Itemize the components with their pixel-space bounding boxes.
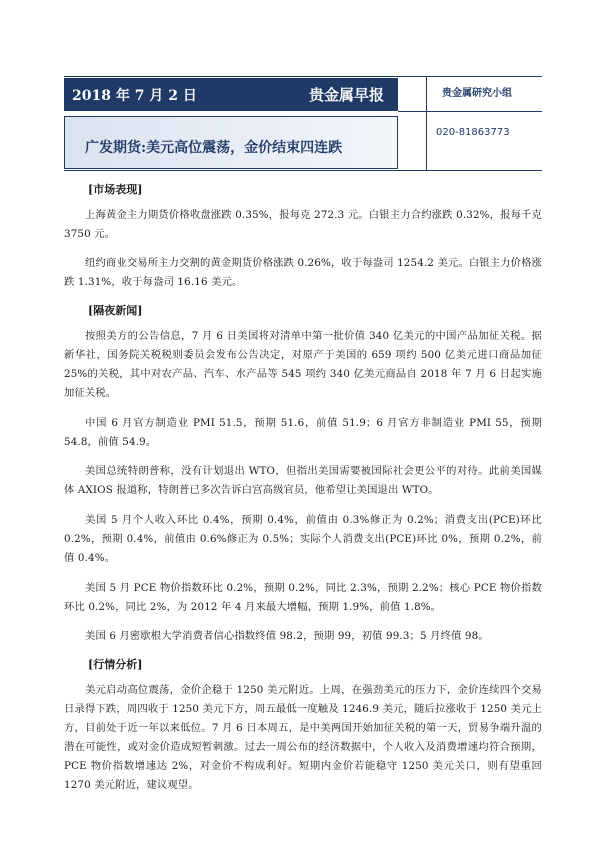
header-mid-rule: [398, 111, 542, 112]
contact-phone: 020-81863773: [436, 127, 510, 138]
paragraph: 按照美方的公告信息，7 月 6 日美国将对清单中第一批价值 340 亿美元的中国产品加征关税。据新华社，国务院关税税则委员会发布公告决定，对原产于美国的 659 项约 500 亿美元进口商品加征 25%的关税，其中对农产品、汽车、水产品等 545 项约 340 亿美元商品自 2018 年 7 月 6 日起实施加征关税。: [64, 330, 542, 399]
paragraph: 美国 5 月 PCE 物价指数环比 0.2%，预期 0.2%，同比 2.3%，预期 2.2%；核心 PCE 物价指数环比 0.2%，同比 2%，为 2012 年 4 月来最大增幅，预期 1.9%，前值 1.8%。: [64, 582, 542, 613]
paragraph: 纽约商业交易所主力交割的黄金期货价格涨跌 0.26%，收于每盎司 1254.2 美元。白银主力价格涨跌 1.31%，收于每盎司 16.16 美元。: [64, 257, 542, 288]
paragraph: 美元启动高位震荡，金价企稳于 1250 美元附近。上周，在强劲美元的压力下，金价连续四个交易日录得下跌，周四收于 1250 美元下方，周五最低一度触及 1246.9 美元，随后拉涨收于 1250 美元上方，目前处于近一年以来低位。7 月 6 日本周五，是中美两国开始加征关税的第一天，贸易争端升温的潜在可能性，或对金价造成短暂刺激。过去一周公布的经济数据中，个人收入及消费增速均符合预期，PCE 物价指数增速达 2%，对金价不构成利好。短期内金价若能稳守 1250 美元关口，则有望重回 1270 美元附近，建议观望。: [64, 684, 542, 791]
header-banner: [64, 78, 398, 111]
paragraph: 上海黄金主力期货价格收盘涨跌 0.35%，报每克 272.3 元。白银主力合约涨跌 0.32%，报每千克 3750 元。: [64, 209, 542, 240]
title-box: [64, 116, 398, 169]
header-bottom-rule: [64, 170, 542, 171]
section-heading-analysis: [行情分析]: [88, 658, 143, 671]
paragraph: 美国 6 月密歇根大学消费者信心指数终值 98.2，预期 99，初值 99.3；5 月终值 98。: [85, 630, 489, 642]
report-name: 贵金属早报: [308, 86, 384, 104]
paragraph: 中国 6 月官方制造业 PMI 51.5，预期 51.6，前值 51.9；6 月官方非制造业 PMI 55，预期 54.8，前值 54.9。: [64, 417, 542, 448]
page-title: 广发期货:美元高位震荡，金价结束四连跌: [85, 140, 343, 156]
paragraph: 美国 5 月个人收入环比 0.4%，预期 0.4%，前值由 0.3%修正为 0.2%；消费支出(PCE)环比 0.2%，预期 0.4%，前值由 0.6%修正为 0.5%；实际个人消费支出(PCE)环比 0%，预期 0.2%，前值 0.4%。: [64, 514, 542, 564]
research-group-label: 贵金属研究小组: [442, 88, 512, 99]
report-date: 2018 年 7 月 2 日: [72, 87, 197, 104]
section-heading-market: [市场表现]: [88, 183, 143, 196]
header-divider: [426, 76, 427, 170]
header-top-rule: [64, 76, 542, 77]
section-heading-news: [隔夜新闻]: [88, 304, 143, 317]
paragraph: 美国总统特朗普称，没有计划退出 WTO，但指出美国需要被国际社会更公平的对待。此前美国媒体 AXIOS 报道称，特朗普已多次告诉白宫高级官员，他希望让美国退出 WTO。: [64, 465, 542, 496]
